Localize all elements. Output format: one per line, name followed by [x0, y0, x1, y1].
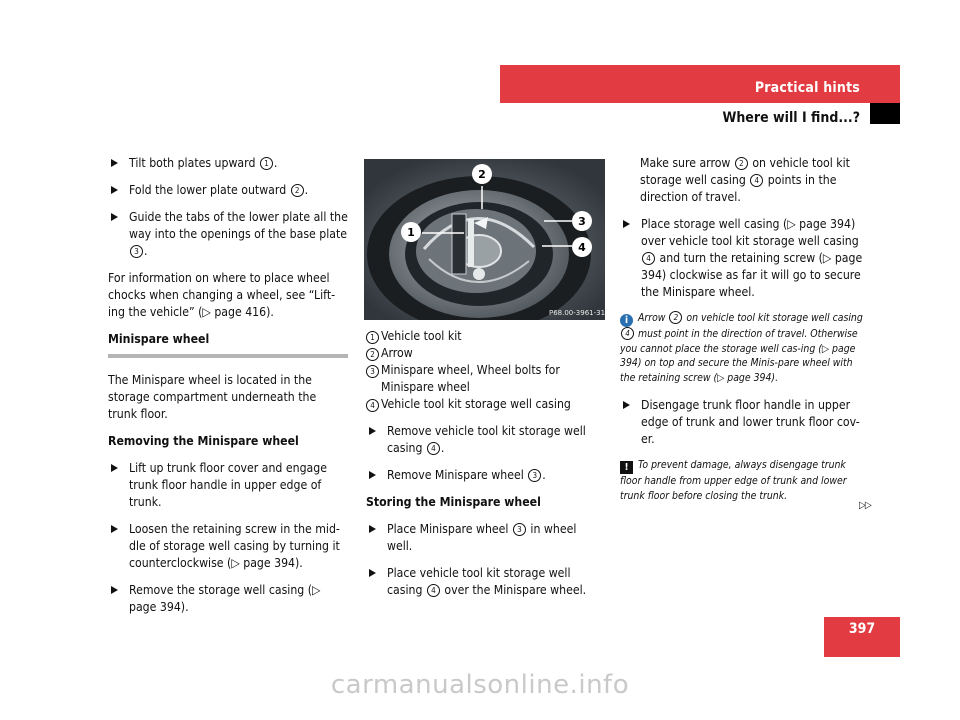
- ref-number: 4: [621, 327, 634, 340]
- figure-code: P68.00-3961-31: [549, 309, 605, 317]
- step-arrow-icon: [369, 569, 376, 577]
- text-fragment: .: [440, 441, 445, 455]
- step-arrow-icon: [623, 401, 630, 409]
- ref-number: 3: [366, 365, 379, 378]
- figure-legend: [366, 328, 602, 413]
- text-fragment: must point in the direction of travel. Otherwise you cannot place the storage well cas-ing (▷ page 394) on top and secure the Minis-pare wheel with the retaining screw (▷ page 394).: [620, 328, 858, 384]
- step-arrow-icon: [111, 213, 118, 221]
- ref-number: 2: [735, 157, 748, 170]
- ref-number: 2: [291, 184, 304, 197]
- section-title: Practical hints: [754, 80, 860, 96]
- subheading: Removing the Minispare wheel: [108, 434, 299, 448]
- step-arrow-icon: [369, 471, 376, 479]
- legend-item: [366, 345, 602, 362]
- step-item: [366, 565, 602, 599]
- subsection-title: Where will I find...?: [722, 110, 860, 126]
- step-item: [108, 155, 348, 172]
- text-fragment: .: [304, 183, 309, 197]
- step-item: Lift up trunk floor cover and engage trunk floor handle in upper edge of trunk.: [108, 460, 348, 511]
- legend-item: [366, 396, 602, 413]
- step-list: [108, 460, 348, 616]
- continue-marker: ▷▷: [859, 500, 871, 511]
- text-fragment: points in the direction of travel.: [640, 173, 837, 204]
- ref-number: 2: [669, 311, 682, 324]
- step-arrow-icon: [369, 427, 376, 435]
- text-fragment: .: [273, 156, 278, 170]
- ref-number: 3: [513, 523, 526, 536]
- watermark: carmanualsonline.info: [330, 670, 630, 700]
- ref-number: 1: [260, 157, 273, 170]
- legend-text: Vehicle tool kit storage well casing: [381, 397, 571, 411]
- ref-number: 4: [642, 252, 655, 265]
- legend-text: Minispare wheel, Wheel bolts for Minispare wheel: [381, 363, 560, 394]
- text-fragment: Guide the tabs of the lower plate all the way into the openings of the base plate: [129, 210, 348, 241]
- step-item: [108, 209, 348, 260]
- subheading: Storing the Minispare wheel: [366, 495, 541, 509]
- step-item: [620, 216, 865, 301]
- legend-text: Arrow: [381, 346, 413, 360]
- ref-number: 3: [528, 469, 541, 482]
- text-fragment: in wheel well.: [387, 522, 577, 553]
- step-item: [366, 521, 602, 555]
- text-fragment: Place storage well casing (▷ page 394) over vehicle tool kit storage well casing: [641, 217, 859, 248]
- text-fragment: Place vehicle tool kit storage well casing: [387, 566, 571, 597]
- step-arrow-icon: [111, 464, 118, 472]
- text-fragment: and turn the retaining screw (▷ page 394) clockwise as far it will go to secure the Minispare wheel.: [641, 251, 863, 299]
- ref-number: 1: [366, 331, 379, 344]
- step-arrow-icon: [111, 186, 118, 194]
- minispare-photo: [364, 159, 605, 320]
- section-heading: Minispare wheel: [108, 331, 348, 358]
- header-marker: [870, 103, 900, 124]
- ref-number: 4: [427, 584, 440, 597]
- step-arrow-icon: [111, 159, 118, 167]
- column-2: [366, 328, 602, 609]
- text-fragment: .: [144, 244, 148, 258]
- step-list: [620, 216, 865, 301]
- legend-item: [366, 362, 602, 396]
- page-number: 397: [824, 617, 900, 657]
- step-list: [366, 521, 602, 599]
- legend-text: Vehicle tool kit: [381, 329, 462, 343]
- figure-callout: 1: [407, 226, 415, 239]
- step-item: [108, 182, 348, 199]
- info-note: [620, 311, 865, 385]
- step-list: [108, 155, 348, 260]
- step-arrow-icon: [369, 525, 376, 533]
- text-fragment: over the Minispare wheel.: [440, 583, 587, 597]
- info-icon: i: [620, 314, 633, 327]
- text-fragment: on vehicle tool kit storage well casing: [683, 312, 863, 324]
- text-fragment: Make sure arrow: [640, 156, 734, 170]
- step-item: Disengage trunk floor handle in upper edge of trunk and lower trunk floor cov-er.: [620, 397, 865, 448]
- text-fragment: Arrow: [638, 312, 669, 324]
- step-item: Loosen the retaining screw in the mid-dle of storage well casing by turning it counterclockwise (▷ page 394).: [108, 521, 348, 572]
- ref-number: 3: [130, 245, 143, 258]
- text-fragment: Fold the lower plate outward: [129, 183, 290, 197]
- text-fragment: Place Minispare wheel: [387, 522, 512, 536]
- paragraph: For information on where to place wheel chocks when changing a wheel, see “Lift-ing the vehicle” (▷ page 416).: [108, 271, 336, 319]
- text-fragment: .: [542, 468, 546, 482]
- step-arrow-icon: [111, 586, 118, 594]
- column-3: [620, 155, 865, 515]
- column-1: [108, 155, 348, 626]
- step-item: [366, 423, 602, 457]
- legend-item: [366, 328, 602, 345]
- ref-number: 2: [366, 348, 379, 361]
- text-fragment: Remove vehicle tool kit storage well casing: [387, 424, 586, 455]
- figure-callout: 2: [478, 168, 486, 181]
- figure-callout: 3: [578, 215, 586, 228]
- step-item: Remove the storage well casing (▷ page 394).: [108, 582, 348, 616]
- paragraph: The Minispare wheel is located in the storage compartment underneath the trunk floor.: [108, 373, 317, 421]
- figure-callout: 4: [578, 241, 586, 254]
- ref-number: 4: [427, 442, 440, 455]
- step-list: [620, 397, 865, 448]
- ref-number: 4: [750, 174, 763, 187]
- step-arrow-icon: [111, 525, 118, 533]
- warning-icon: !: [620, 461, 633, 474]
- text-fragment: Remove Minispare wheel: [387, 468, 528, 482]
- text-fragment: on vehicle tool kit storage well casing: [640, 156, 850, 187]
- step-list: [366, 423, 602, 484]
- step-item: [366, 467, 602, 484]
- warning-note: ! To prevent damage, always disengage trunk floor handle from upper edge of trunk and lower trunk floor before closing the trunk.: [620, 459, 847, 502]
- ref-number: 4: [366, 399, 379, 412]
- step-arrow-icon: [623, 220, 630, 228]
- text-fragment: Tilt both plates upward: [129, 156, 259, 170]
- continued-text: [620, 155, 865, 206]
